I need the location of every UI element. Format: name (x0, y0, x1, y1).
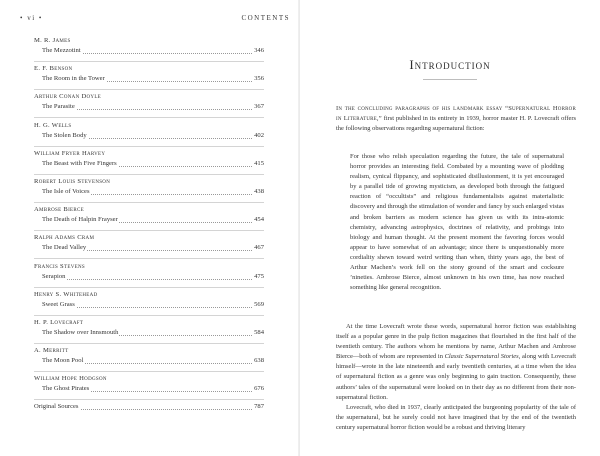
toc-page-number: 638 (254, 357, 264, 365)
toc-story-line (34, 102, 264, 112)
toc-divider (34, 117, 264, 118)
toc-divider (34, 174, 264, 175)
toc-divider (34, 202, 264, 203)
toc-entry (34, 290, 264, 318)
leader-dots (42, 279, 264, 280)
book-title-italic: Classic Supernatural Stories (444, 353, 519, 361)
quote-text: For those who relish speculation regarding the future, the tale of supernatural horror provides an interesting field. Combated by a mounting wave of plodding realism, cynical flippancy, and sophisticated disillusionment, it is yet encouraged by a parallel tide of growing mysticism, as developed both through the fatigued reaction of “occultists” and religious fundamentalists against materialistic discovery and through the stimulation of wonder and fancy by such enlarged vistas and broken barriers as modern science has given us with its intra-atomic chemistry, advancing astrophysics, doctrines of relativity, and probings into biology and human thought. At the present moment the favoring forces would appear to have somewhat of an advantage; since there is unquestionably more cordiality shewn toward weird writing than when, thirty years ago, the best of Arthur Machen’s work fell on the stony ground of the smart and cocksure ’nineties. Ambrose Bierce, almost unknown in his own time, has now reached something like general recognition. (350, 153, 564, 292)
toc-entry (34, 64, 264, 92)
toc-author: Robert Louis Stevenson (34, 177, 111, 185)
toc-author: M. R. James (34, 37, 71, 44)
paragraph-2 (336, 322, 576, 403)
paragraph-2-text-a: At the time Lovecraft wrote these words, supernatural horror fiction was establishing itself as a popular genre in the pulp fiction magazines that flourished in the first half of the twentieth century. The authors whom he mentions by name, Arthur Machen and Ambrose Bierce—both of whom are represented in (336, 323, 576, 361)
toc-entry (34, 92, 264, 120)
toc-page-number: 367 (254, 103, 264, 111)
toc-entry (34, 262, 264, 290)
toc-story-line (34, 243, 264, 253)
toc-story-title: The Isle of Voices (42, 187, 90, 195)
toc-story-line (34, 131, 264, 141)
toc-story-line (34, 384, 264, 394)
toc-divider (34, 61, 264, 62)
toc-author: Henry S. Whitehead (34, 290, 98, 298)
toc-author: A. Merritt (34, 347, 69, 355)
toc-author: E. F. Benson (34, 65, 73, 73)
toc-page-number: 467 (254, 244, 264, 252)
running-head-title: CONTENTS (241, 14, 290, 22)
toc-page-number: 787 (254, 403, 264, 411)
toc-story-title: The Moon Pool (42, 357, 84, 365)
chapter-title: Introduction (409, 57, 491, 72)
toc-story-title: The Parasite (42, 103, 75, 111)
toc-divider (34, 230, 264, 231)
toc-entry (34, 318, 264, 346)
opening-paragraph (336, 104, 576, 134)
toc-story-line (34, 159, 264, 169)
body-paragraphs (336, 322, 576, 433)
toc-story-line (34, 300, 264, 310)
toc-author: Francis Stevens (34, 262, 85, 270)
running-head (20, 14, 290, 26)
toc-divider (34, 89, 264, 90)
toc-story-title: Sweet Grass (42, 300, 75, 308)
toc-story-line (34, 215, 264, 225)
toc-divider (34, 258, 264, 259)
opening-text: first published in its entirety in 1939, horror master H. P. Lovecraft offers the following observations regarding supernatural fiction: (336, 115, 576, 133)
paragraph-3: Lovecraft, who died in 1937, clearly anticipated the burgeoning popularity of the tale of the supernatural, but he surely could not have imagined that by the end of the twentieth century supernatural horror fiction would be a robust and thriving literary (336, 403, 576, 431)
toc-story-line (34, 46, 264, 56)
block-quote (350, 152, 564, 293)
toc-story-title: The Shadow over Innsmouth (42, 328, 119, 336)
opening-lead: In the concluding paragraphs of his landmark essay “Supernatural Horror in Literature,” (336, 105, 576, 123)
toc-story-title: The Room in the Tower (42, 75, 105, 83)
toc-page-number: 454 (254, 216, 264, 224)
toc-author: William Hope Hodgson (34, 375, 107, 383)
toc-story-title: The Mezzotint (42, 47, 81, 54)
toc-story-title: The Ghost Pirates (42, 385, 90, 393)
toc-entry (34, 36, 264, 64)
toc-entry (34, 177, 264, 205)
toc-author: Ralph Adams Cram (34, 234, 95, 242)
paragraph-2-text-b: , along with Lovecraft himself—wrote in the late nineteenth and early twentieth centuries, at a time when the idea of supernatural fiction as a genre was only beginning to gain traction. Consequently, these authors’ tales of the supernatural were looked on in their day as no different from their non-supernatural fiction. (336, 353, 577, 401)
toc-final-entry (34, 402, 264, 412)
toc-author: William Fryer Harvey (34, 149, 106, 157)
toc-divider (34, 399, 264, 400)
toc-page-number: 415 (254, 159, 264, 167)
toc-story-title: The Dead Valley (42, 244, 87, 252)
toc-story-line (34, 356, 264, 366)
toc-story-line (34, 187, 264, 197)
toc-entry (34, 233, 264, 261)
toc-page-number: 438 (254, 187, 264, 195)
toc-story-line (34, 74, 264, 84)
toc-story-title: Original Sources (34, 403, 79, 411)
toc-entry (34, 346, 264, 374)
toc-divider (34, 371, 264, 372)
toc-divider (34, 287, 264, 288)
title-rule (423, 79, 477, 80)
toc-page-number: 676 (254, 385, 264, 393)
toc-page-number: 475 (254, 272, 264, 280)
toc-page-number: 584 (254, 328, 264, 336)
toc-author: Arthur Conan Doyle (34, 93, 102, 101)
toc-divider (34, 315, 264, 316)
toc-author: H. P. Lovecraft (34, 318, 84, 326)
toc-story-title: The Stolen Body (42, 131, 87, 139)
toc-page-number: 346 (254, 47, 264, 54)
toc-page-number: 402 (254, 131, 264, 139)
toc-divider (34, 343, 264, 344)
page-folio: • vi • (20, 14, 43, 22)
toc-story-line (34, 328, 264, 338)
toc-divider (34, 146, 264, 147)
toc-entry (34, 374, 264, 402)
toc-story-title: The Death of Halpin Frayser (42, 216, 118, 224)
toc-story-title: The Beast with Five Fingers (42, 159, 117, 167)
toc-entry (34, 149, 264, 177)
toc-story-line (34, 272, 264, 282)
toc-story-title: Serapion (42, 272, 66, 280)
toc-page-number: 569 (254, 300, 264, 308)
toc-entry (34, 121, 264, 149)
toc-author: H. G. Wells (34, 121, 72, 129)
toc-entry (34, 205, 264, 233)
toc-page-number: 356 (254, 75, 264, 83)
toc-author: Ambrose Bierce (34, 206, 85, 214)
table-of-contents (34, 36, 264, 412)
introduction-page (300, 0, 600, 456)
